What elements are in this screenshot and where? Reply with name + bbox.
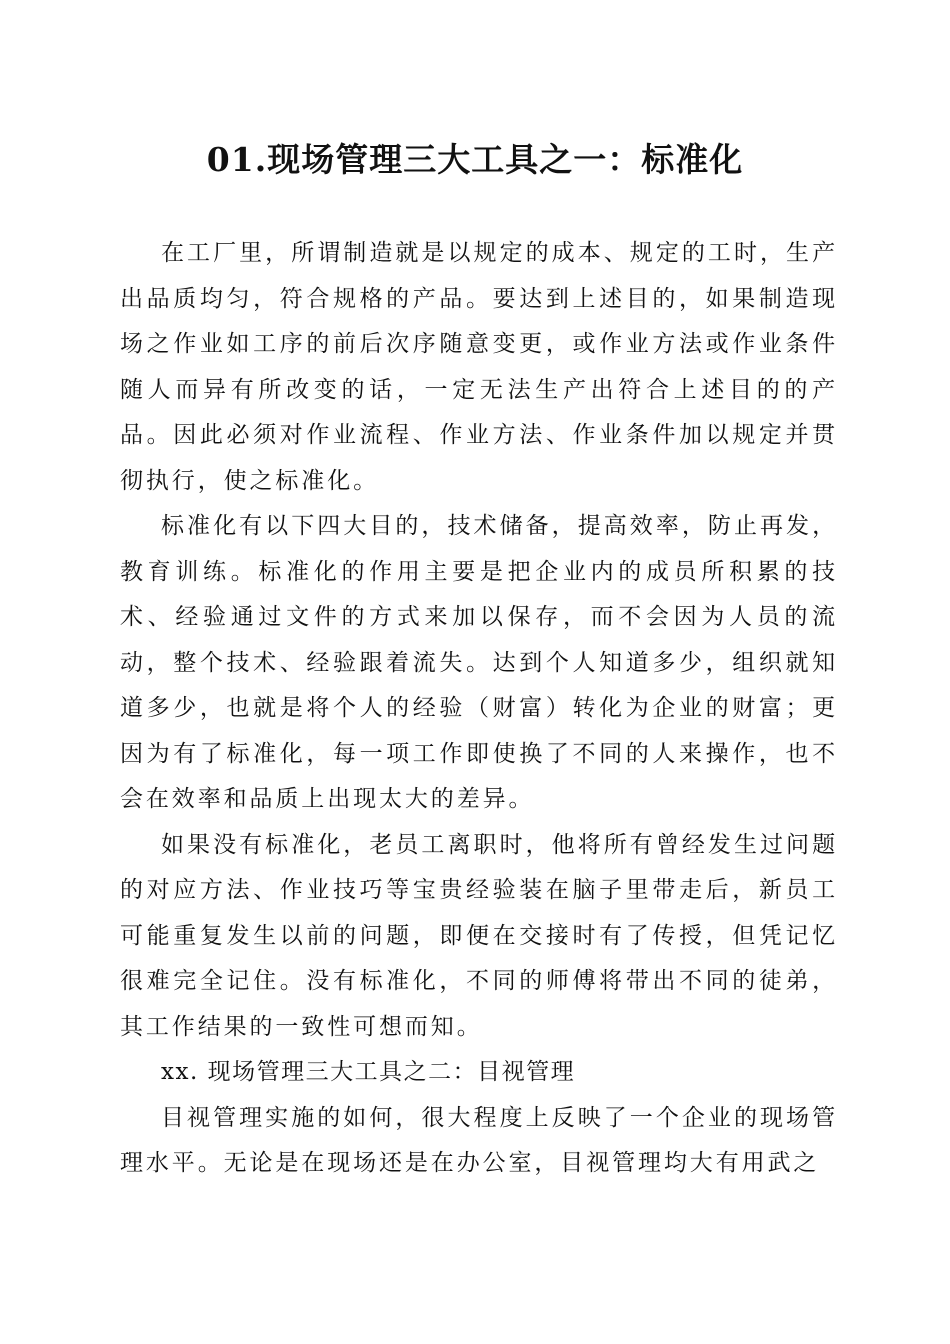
document-body bbox=[120, 231, 838, 1187]
paragraph-visual-management: 目视管理实施的如何，很大程度上反映了一个企业的现场管理水平。无论是在现场还是在办公室，目视管理均大有用武之 bbox=[120, 1104, 838, 1176]
section-heading-visual-management: xx. 现场管理三大工具之二：目视管理 bbox=[161, 1059, 576, 1085]
paragraph-standardization-purpose: 标准化有以下四大目的，技术储备，提高效率，防止再发，教育训练。标准化的作用主要是把企业内的成员所积累的技术、经验通过文件的方式来加以保存，而不会因为人员的流动，整个技术、经验跟着流失。达到个人知道多少，组织就知道多少，也就是将个人的经验（财富）转化为企业的财富；更因为有了标准化，每一项工作即使换了不同的人来操作，也不会在效率和品质上出现太大的差异。 bbox=[120, 513, 838, 812]
paragraph-without-standardization: 如果没有标准化，老员工离职时，他将所有曾经发生过问题的对应方法、作业技巧等宝贵经验装在脑子里带走后，新员工可能重复发生以前的问题，即便在交接时有了传授，但凭记忆很难完全记住。没有标准化，不同的师傅将带出不同的徒弟，其工作结果的一致性可想而知。 bbox=[120, 831, 838, 1040]
document-title: 01.现场管理三大工具之一：标准化 bbox=[206, 140, 744, 179]
paragraph-standardization-intro: 在工厂里，所谓制造就是以规定的成本、规定的工时，生产出品质均匀，符合规格的产品。要达到上述目的，如果制造现场之作业如工序的前后次序随意变更，或作业方法或作业条件随人而异有所改变的话，一定无法生产出符合上述目的的产品。因此必须对作业流程、作业方法、作业条件加以规定并贯彻执行，使之标准化。 bbox=[120, 240, 838, 494]
